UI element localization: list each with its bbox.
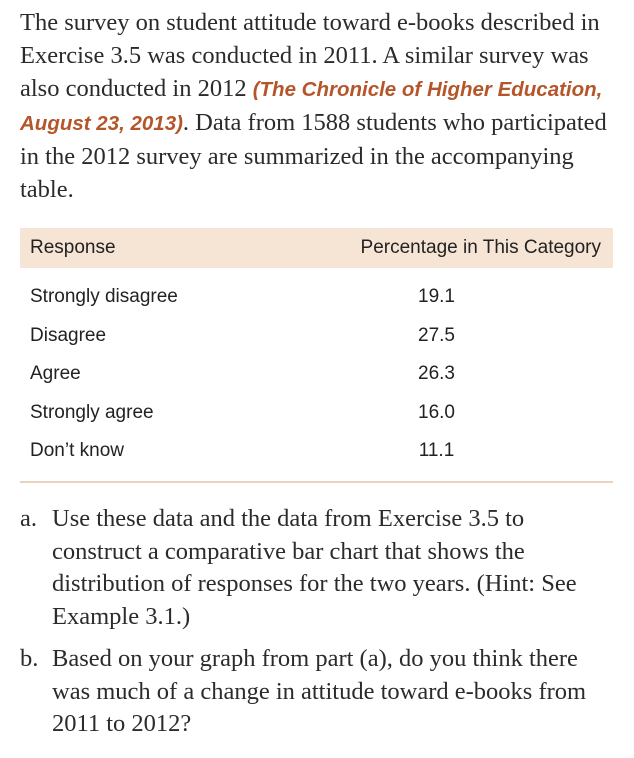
row-percentage: 11.1 <box>418 440 455 462</box>
citation: (The Chronicle of Higher Education, August 23, 2013) <box>20 78 603 135</box>
row-percentage: 26.3 <box>418 363 455 385</box>
question-label: b. <box>20 645 39 672</box>
question-b <box>20 643 620 741</box>
question-label: a. <box>20 505 37 532</box>
intro-paragraph <box>20 6 620 206</box>
intro-text-after: . Data from 1588 students who participated in the 2012 survey are summarized in the accompanying table. <box>20 109 607 203</box>
question-a <box>20 503 620 633</box>
row-response: Disagree <box>30 324 107 346</box>
response-table <box>20 228 613 483</box>
row-response: Strongly disagree <box>30 286 178 308</box>
row-percentage: 16.0 <box>418 401 455 423</box>
question-text: Based on your graph from part (a), do you think there was much of a change in attitude toward e-books from 2011 to 2012? <box>52 645 587 737</box>
header-percentage: Percentage in This Category <box>360 237 601 258</box>
question-text: Use these data and the data from Exercise 3.5 to construct a comparative bar chart that shows the distribution of responses for the two years. (Hint: See Example 3.1.) <box>52 505 577 630</box>
row-response: Strongly agree <box>30 401 154 423</box>
intro-text-before: The survey on student attitude toward e-books described in Exercise 3.5 was conducted in 2011. A similar survey was also conducted in 2012 <box>20 9 600 102</box>
table-row <box>20 355 613 394</box>
row-response: Don’t know <box>30 440 124 462</box>
question-list <box>20 503 620 751</box>
table-row <box>20 432 613 471</box>
row-response: Agree <box>30 363 81 385</box>
table-body <box>20 268 613 483</box>
table-row <box>20 394 613 433</box>
row-percentage: 27.5 <box>418 324 455 346</box>
table-row <box>20 278 613 317</box>
header-response: Response <box>30 237 116 258</box>
table-row <box>20 317 613 356</box>
table-header <box>20 228 613 268</box>
row-percentage: 19.1 <box>418 286 455 308</box>
